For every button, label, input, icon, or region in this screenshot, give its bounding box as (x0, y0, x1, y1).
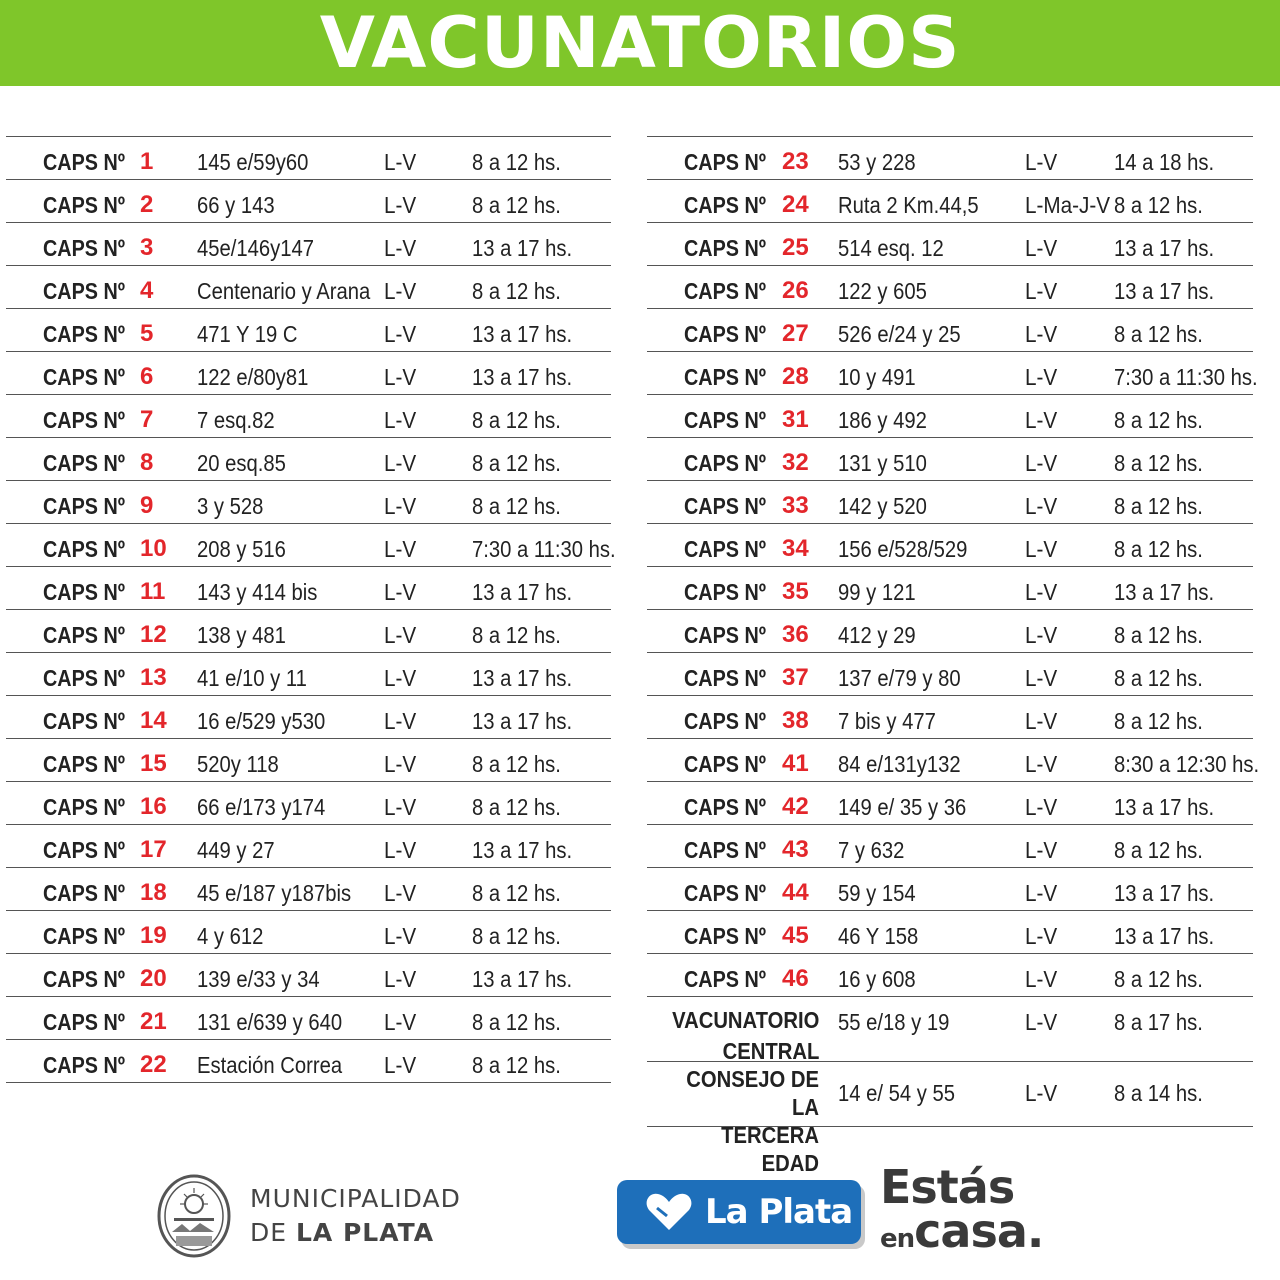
caps-label: CAPS Nº (684, 923, 766, 949)
days: L-V (384, 966, 417, 992)
caps-number: 16 (140, 793, 167, 820)
right-column (647, 136, 1260, 1176)
caps-number: 27 (782, 320, 809, 347)
hours: 8 a 12 hs. (472, 1009, 561, 1035)
table-row (647, 910, 1253, 953)
caps-number: 35 (782, 578, 809, 605)
address: 131 y 510 (838, 450, 927, 476)
hours: 8 a 12 hs. (472, 751, 561, 777)
caps-label: CAPS Nº (43, 622, 125, 648)
hours: 13 a 17 hs. (1114, 794, 1215, 820)
address: 138 y 481 (197, 622, 286, 648)
days: L-V (1025, 407, 1058, 433)
badge-text: La Plata (705, 1192, 853, 1232)
caps-label: CAPS Nº (684, 880, 766, 906)
hours: 13 a 17 hs. (472, 837, 573, 863)
days: L-V (1025, 579, 1058, 605)
table-row (6, 781, 611, 824)
address: 3 y 528 (197, 493, 264, 519)
days: L-V (384, 751, 417, 777)
caps-label: CAPS Nº (684, 149, 766, 175)
hours: 8 a 12 hs. (472, 149, 561, 175)
table-row (6, 351, 611, 394)
special-name-line2: CENTRAL (722, 1038, 819, 1064)
days: L-V (384, 235, 417, 261)
address: 131 e/639 y 640 (197, 1009, 343, 1035)
caps-label: CAPS Nº (684, 536, 766, 562)
hours: 8 a 12 hs. (472, 493, 561, 519)
days: L-V (384, 622, 417, 648)
address: 514 esq. 12 (838, 235, 944, 261)
caps-label: CAPS Nº (43, 1009, 125, 1035)
table-row (6, 738, 611, 781)
caps-label: CAPS Nº (684, 837, 766, 863)
table-row (647, 480, 1253, 523)
table-row (647, 308, 1253, 351)
address: 4 y 612 (197, 923, 264, 949)
table-row (647, 136, 1253, 179)
address: 471 Y 19 C (197, 321, 298, 347)
days: L-V (384, 880, 417, 906)
caps-label: CAPS Nº (684, 966, 766, 992)
caps-number: 5 (140, 320, 154, 347)
days: L-V (1025, 493, 1058, 519)
address: 208 y 516 (197, 536, 286, 562)
caps-number: 14 (140, 707, 167, 734)
hours: 13 a 17 hs. (472, 321, 573, 347)
hours: 7:30 a 11:30 hs. (1114, 364, 1258, 390)
address: 66 e/173 y174 (197, 794, 326, 820)
days: L-V (1025, 235, 1058, 261)
table-row (6, 910, 611, 953)
days: L-V (1025, 321, 1058, 347)
caps-label: CAPS Nº (43, 880, 125, 906)
special-name (672, 1005, 819, 1067)
table-row (6, 136, 611, 179)
hours: 8 a 12 hs. (472, 880, 561, 906)
days: L-V (384, 278, 417, 304)
days: L-Ma-J-V (1025, 192, 1111, 218)
table-row (6, 652, 611, 695)
hours: 13 a 17 hs. (472, 966, 573, 992)
address: 122 y 605 (838, 278, 927, 304)
caps-number: 41 (782, 750, 809, 777)
address: 53 y 228 (838, 149, 916, 175)
caps-number: 37 (782, 664, 809, 691)
days: L-V (384, 665, 417, 691)
slogan-line2 (880, 1203, 1044, 1258)
special-name-line2: TERCERA EDAD (721, 1122, 819, 1176)
days: L-V (384, 192, 417, 218)
days: L-V (384, 923, 417, 949)
caps-number: 3 (140, 234, 154, 261)
footer (0, 1160, 1280, 1260)
caps-label: CAPS Nº (684, 407, 766, 433)
hours: 8 a 12 hs. (472, 794, 561, 820)
heart-icon (645, 1192, 693, 1232)
caps-label: CAPS Nº (43, 1052, 125, 1078)
caps-number: 8 (140, 449, 154, 476)
table-row (647, 394, 1253, 437)
table-row (6, 996, 611, 1039)
page-title: VACUNATORIOS (319, 2, 961, 84)
address: 186 y 492 (838, 407, 927, 433)
hours: 8 a 12 hs. (472, 1052, 561, 1078)
table-row (6, 222, 611, 265)
caps-number: 13 (140, 664, 167, 691)
caps-number: 11 (140, 578, 166, 605)
hours: 8 a 12 hs. (1114, 192, 1203, 218)
address: 59 y 154 (838, 880, 916, 906)
table-row (647, 953, 1253, 996)
days: L-V (384, 708, 417, 734)
address: 14 e/ 54 y 55 (838, 1080, 956, 1106)
hours: 8 a 12 hs. (1114, 665, 1203, 691)
caps-label: CAPS Nº (684, 450, 766, 476)
caps-number: 25 (782, 234, 809, 261)
caps-number: 26 (782, 277, 809, 304)
table-row (647, 695, 1253, 738)
hours: 8 a 12 hs. (1114, 450, 1203, 476)
caps-number: 10 (140, 535, 167, 562)
hours: 8 a 12 hs. (1114, 493, 1203, 519)
caps-number: 1 (140, 148, 154, 175)
caps-label: CAPS Nº (43, 149, 125, 175)
address: 10 y 491 (838, 364, 916, 390)
caps-number: 7 (140, 406, 154, 433)
days: L-V (384, 321, 417, 347)
table-row (647, 609, 1253, 652)
hours: 13 a 17 hs. (1114, 235, 1215, 261)
address: Centenario y Arana (197, 278, 371, 304)
table-row (647, 222, 1253, 265)
hours: 8 a 12 hs. (472, 622, 561, 648)
hours: 8 a 12 hs. (1114, 708, 1203, 734)
caps-label: CAPS Nº (684, 321, 766, 347)
days: L-V (384, 407, 417, 433)
address: 520y 118 (197, 751, 279, 777)
caps-label: CAPS Nº (43, 536, 125, 562)
caps-number: 12 (140, 621, 167, 648)
days: L-V (1025, 622, 1058, 648)
caps-label: CAPS Nº (43, 923, 125, 949)
table-row (6, 609, 611, 652)
address: 7 esq.82 (197, 407, 275, 433)
caps-number: 15 (140, 750, 167, 777)
days: L-V (1025, 278, 1058, 304)
address: 156 e/528/529 (838, 536, 968, 562)
caps-label: CAPS Nº (684, 708, 766, 734)
address: 149 e/ 35 y 36 (838, 794, 967, 820)
caps-number: 45 (782, 922, 809, 949)
caps-number: 33 (782, 492, 809, 519)
days: L-V (384, 149, 417, 175)
hours: 8 a 12 hs. (1114, 321, 1203, 347)
caps-number: 38 (782, 707, 809, 734)
hours: 8 a 12 hs. (1114, 407, 1203, 433)
address: 139 e/33 y 34 (197, 966, 320, 992)
slogan (880, 1160, 1044, 1258)
caps-label: CAPS Nº (684, 579, 766, 605)
caps-label: CAPS Nº (43, 321, 125, 347)
table-row (647, 867, 1253, 910)
address: 99 y 121 (838, 579, 916, 605)
hours: 8 a 12 hs. (472, 923, 561, 949)
slogan-line2-big: casa. (914, 1203, 1044, 1258)
days: L-V (1025, 923, 1058, 949)
caps-label: CAPS Nº (43, 708, 125, 734)
days: L-V (1025, 966, 1058, 992)
hours: 8 a 12 hs. (1114, 966, 1203, 992)
address: 412 y 29 (838, 622, 916, 648)
caps-label: CAPS Nº (684, 235, 766, 261)
caps-number: 42 (782, 793, 809, 820)
caps-number: 23 (782, 148, 809, 175)
days: L-V (384, 1052, 417, 1078)
hours: 13 a 17 hs. (472, 579, 573, 605)
hours: 8 a 12 hs. (472, 192, 561, 218)
municipality-line2-bold: LA PLATA (296, 1218, 435, 1247)
address: 16 y 608 (838, 966, 916, 992)
address: 143 y 414 bis (197, 579, 318, 605)
caps-label: CAPS Nº (684, 751, 766, 777)
caps-number: 20 (140, 965, 167, 992)
hours: 8 a 12 hs. (1114, 536, 1203, 562)
caps-number: 46 (782, 965, 809, 992)
address: 137 e/79 y 80 (838, 665, 961, 691)
address: 449 y 27 (197, 837, 275, 863)
days: L-V (384, 493, 417, 519)
days: L-V (1025, 149, 1058, 175)
days: L-V (1025, 1080, 1058, 1106)
address: 66 y 143 (197, 192, 275, 218)
days: L-V (1025, 837, 1058, 863)
address: 46 Y 158 (838, 923, 919, 949)
table-row (6, 394, 611, 437)
caps-label: CAPS Nº (43, 579, 125, 605)
table-row (647, 566, 1253, 609)
caps-label: CAPS Nº (684, 493, 766, 519)
caps-label: CAPS Nº (684, 364, 766, 390)
municipality-line2-prefix: DE (250, 1218, 296, 1247)
caps-number: 9 (140, 492, 154, 519)
days: L-V (384, 364, 417, 390)
hours: 13 a 17 hs. (1114, 278, 1215, 304)
table-row (647, 781, 1253, 824)
table-row (6, 179, 611, 222)
days: L-V (1025, 665, 1058, 691)
caps-label: CAPS Nº (43, 364, 125, 390)
caps-number: 44 (782, 879, 809, 906)
table-row (647, 824, 1253, 867)
days: L-V (1025, 794, 1058, 820)
special-row (647, 996, 1253, 1064)
caps-label: CAPS Nº (43, 837, 125, 863)
days: L-V (1025, 364, 1058, 390)
hours: 8 a 12 hs. (472, 450, 561, 476)
hours: 8 a 12 hs. (472, 407, 561, 433)
hours: 13 a 17 hs. (472, 235, 573, 261)
caps-number: 31 (782, 406, 809, 433)
caps-number: 6 (140, 363, 154, 390)
municipality-line1: MUNICIPALIDAD (250, 1184, 461, 1213)
caps-number: 21 (140, 1008, 167, 1035)
days: L-V (1025, 536, 1058, 562)
caps-label: CAPS Nº (43, 493, 125, 519)
hours: 8 a 14 hs. (1114, 1080, 1203, 1106)
caps-label: CAPS Nº (684, 278, 766, 304)
caps-label: CAPS Nº (684, 665, 766, 691)
table-row (6, 867, 611, 910)
days: L-V (1025, 751, 1058, 777)
caps-number: 18 (140, 879, 167, 906)
caps-label: CAPS Nº (43, 235, 125, 261)
caps-number: 4 (140, 277, 154, 304)
special-name-line1: VACUNATORIO (671, 1007, 819, 1033)
address: Estación Correa (197, 1052, 343, 1078)
days: L-V (1025, 880, 1058, 906)
days: L-V (384, 1009, 417, 1035)
hours: 13 a 17 hs. (1114, 579, 1215, 605)
hours: 13 a 17 hs. (472, 364, 573, 390)
address: 41 e/10 y 11 (197, 665, 307, 691)
slogan-line2-small: en (880, 1223, 915, 1254)
table-row (647, 265, 1253, 308)
caps-number: 24 (782, 191, 809, 218)
days: L-V (1025, 708, 1058, 734)
hours: 13 a 17 hs. (1114, 880, 1215, 906)
address: 145 e/59y60 (197, 149, 309, 175)
address: Ruta 2 Km.44,5 (838, 192, 979, 218)
municipality-line2 (250, 1216, 461, 1250)
table-row (6, 265, 611, 308)
address: 122 e/80y81 (197, 364, 309, 390)
address: 7 y 632 (838, 837, 905, 863)
days: L-V (384, 579, 417, 605)
table-row (647, 179, 1253, 222)
address: 45e/146y147 (197, 235, 315, 261)
table-row (6, 437, 611, 480)
address: 16 e/529 y530 (197, 708, 326, 734)
table-row (6, 1039, 611, 1083)
table-row (6, 566, 611, 609)
days: L-V (384, 450, 417, 476)
caps-label: CAPS Nº (43, 450, 125, 476)
address: 7 bis y 477 (838, 708, 936, 734)
hours: 13 a 17 hs. (472, 665, 573, 691)
hours: 14 a 18 hs. (1114, 149, 1215, 175)
address: 45 e/187 y187bis (197, 880, 352, 906)
hours: 8 a 12 hs. (1114, 837, 1203, 863)
caps-number: 34 (782, 535, 809, 562)
table-row (6, 480, 611, 523)
days: L-V (1025, 1009, 1058, 1035)
la-plata-badge (617, 1180, 861, 1244)
caps-number: 17 (140, 836, 167, 863)
hours: 8 a 12 hs. (1114, 622, 1203, 648)
days: L-V (384, 536, 417, 562)
caps-label: CAPS Nº (684, 794, 766, 820)
days: L-V (384, 794, 417, 820)
table-row (647, 523, 1253, 566)
caps-label: CAPS Nº (43, 966, 125, 992)
table-row (6, 953, 611, 996)
table-row (6, 523, 616, 566)
caps-label: CAPS Nº (43, 278, 125, 304)
caps-label: CAPS Nº (684, 622, 766, 648)
caps-label: CAPS Nº (684, 192, 766, 218)
address: 142 y 520 (838, 493, 927, 519)
left-column (6, 136, 616, 1083)
caps-label: CAPS Nº (43, 794, 125, 820)
slogan-line1: Estás (880, 1160, 1015, 1214)
title-banner (0, 0, 1280, 86)
table-row (647, 437, 1253, 480)
days: L-V (384, 837, 417, 863)
municipal-seal-icon (156, 1174, 232, 1258)
table-row (647, 351, 1258, 394)
special-row (647, 1061, 1253, 1176)
hours: 8 a 17 hs. (1114, 1009, 1203, 1035)
table-row (6, 308, 611, 351)
days: L-V (1025, 450, 1058, 476)
address: 20 esq.85 (197, 450, 286, 476)
address: 84 e/131y132 (838, 751, 961, 777)
caps-number: 2 (140, 191, 154, 218)
caps-number: 36 (782, 621, 809, 648)
special-name-line1: CONSEJO DE LA (686, 1066, 819, 1120)
caps-label: CAPS Nº (43, 751, 125, 777)
table-row (6, 695, 611, 738)
hours: 8 a 12 hs. (472, 278, 561, 304)
caps-number: 28 (782, 363, 809, 390)
table-row (647, 738, 1260, 781)
address: 526 e/24 y 25 (838, 321, 961, 347)
table-row (6, 824, 611, 867)
caps-number: 22 (140, 1051, 167, 1078)
hours: 7:30 a 11:30 hs. (472, 536, 616, 562)
hours: 13 a 17 hs. (1114, 923, 1215, 949)
municipality-name (250, 1182, 461, 1250)
caps-number: 43 (782, 836, 809, 863)
caps-label: CAPS Nº (43, 665, 125, 691)
caps-label: CAPS Nº (43, 192, 125, 218)
hours: 8:30 a 12:30 hs. (1114, 751, 1260, 777)
hours: 13 a 17 hs. (472, 708, 573, 734)
address: 55 e/18 y 19 (838, 1009, 950, 1035)
table-row (647, 652, 1253, 695)
caps-label: CAPS Nº (43, 407, 125, 433)
caps-number: 19 (140, 922, 167, 949)
caps-number: 32 (782, 449, 809, 476)
